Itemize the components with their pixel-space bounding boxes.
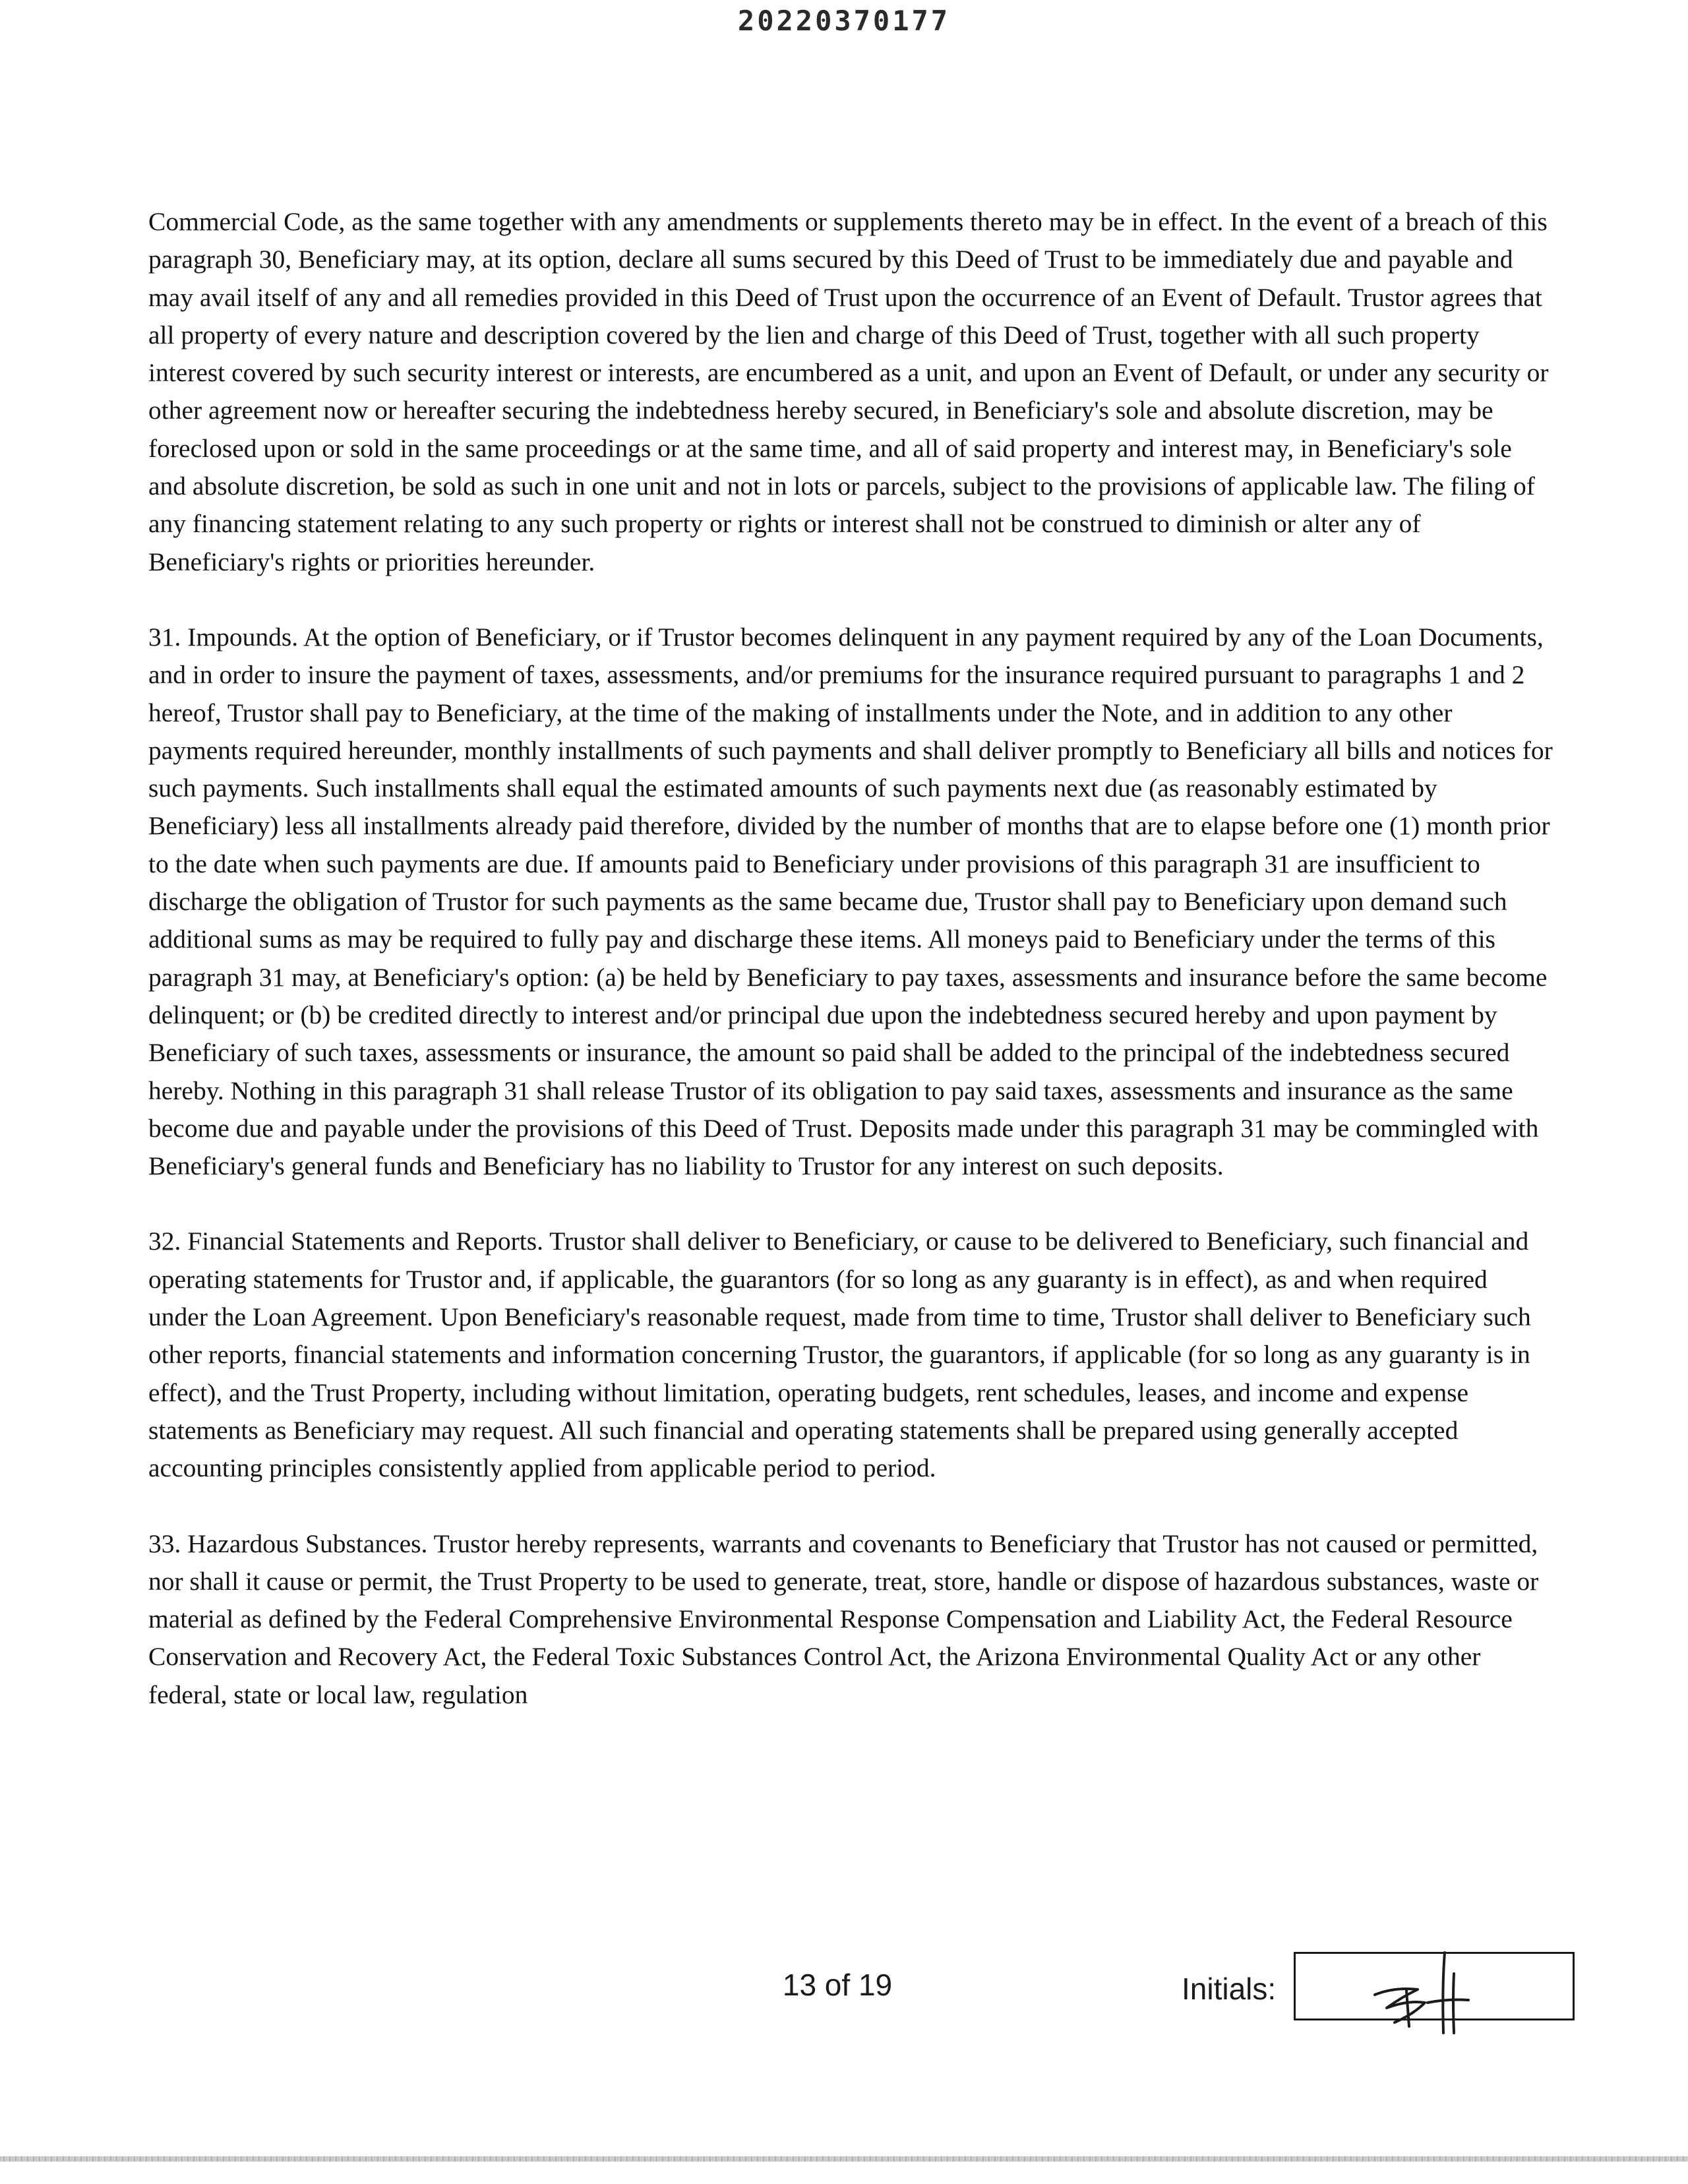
page-number: 13 of 19 [782, 1968, 893, 2002]
document-number: 20220370177 [737, 5, 951, 37]
paragraph-31-impounds: 31. Impounds. At the option of Beneficiary, or if Trustor becomes delinquent in any payment required by any of the Loan Documents, and in order to insure the payment of taxes, assessments, and/or premiums for the insurance required pursuant to paragraphs 1 and 2 hereof, Trustor shall pay to Beneficiary, at the time of the making of installments under the Note, and in addition to any other payments required hereunder, monthly installments of such payments and shall deliver promptly to Beneficiary all bills and notices for such payments. Such installments shall equal the estimated amounts of such payments next due (as reasonably estimated by Beneficiary) less all installments already paid therefore, divided by the number of months that are to elapse before one (1) month prior to the date when such payments are due. If amounts paid to Beneficiary under provisions of this paragraph 31 are insufficient to discharge the obligation of Trustor for such payments as the same became due, Trustor shall pay to Beneficiary upon demand such additional sums as may be required to fully pay and discharge these items. All moneys paid to Beneficiary under the terms of this paragraph 31 may, at Beneficiary's option: (a) be held by Beneficiary to pay taxes, assessments and insurance before the same become delinquent; or (b) be credited directly to interest and/or principal due upon the indebtedness secured hereby and upon payment by Beneficiary of such taxes, assessments or insurance, the amount so paid shall be added to the principal of the indebtedness secured hereby. Nothing in this paragraph 31 shall release Trustor of its obligation to pay said taxes, assessments and insurance as the same become due and payable under the provisions of this Deed of Trust. Deposits made under this paragraph 31 may be commingled with Beneficiary's general funds and Beneficiary has no liability to Trustor for any interest on such deposits. [148, 622, 1553, 1181]
paragraph-32-financial-statements: 32. Financial Statements and Reports. Trustor shall deliver to Beneficiary, or cause to be delivered to Beneficiary, such financial and operating statements for Trustor and, if applicable, the guarantors (for so long as any guaranty is in effect), as and when required under the Loan Agreement. Upon Beneficiary's reasonable request, made from time to time, Trustor shall deliver to Beneficiary such other reports, financial statements and information concerning Trustor, the guarantors, if applicable (for so long as any guaranty is in effect), and the Trust Property, including without limitation, operating budgets, rent schedules, leases, and income and expense statements as Beneficiary may request. All such financial and operating statements shall be prepared using generally accepted accounting principles consistently applied from applicable period to period. [148, 1227, 1531, 1483]
scan-edge-artifact [0, 2156, 1688, 2162]
initials-label: Initials: [1182, 1972, 1277, 2006]
paragraph-30-continued: Commercial Code, as the same together with any amendments or supplements thereto may be in effect. In the event of a breach of this paragraph 30, Beneficiary may, at its option, declare all sums secured by this Deed of Trust to be immediately due and payable and may avail itself of any and all remedies provided in this Deed of Trust upon the occurrence of an Event of Default. Trustor agrees that all property of every nature and description covered by the lien and charge of this Deed of Trust, together with all such property interest covered by such security interest or interests, are encumbered as a unit, and upon an Event of Default, or under any security or other agreement now or hereafter securing the indebtedness hereby secured, in Beneficiary's sole and absolute discretion, may be foreclosed upon or sold in the same proceedings or at the same time, and all of said property and interest may, in Beneficiary's sole and absolute discretion, be sold as such in one unit and not in lots or parcels, subject to the provisions of applicable law. The filing of any financing statement relating to any such property or rights or interest shall not be construed to diminish or alter any of Beneficiary's rights or priorities hereunder. [148, 207, 1549, 576]
handwritten-initials-signature [1296, 1934, 1577, 2040]
document-body [148, 203, 1553, 1714]
paragraph-33-hazardous-substances: 33. Hazardous Substances. Trustor hereby represents, warrants and covenants to Beneficiary that Trustor has not caused or permitted, nor shall it cause or permit, the Trust Property to be used to generate, treat, store, handle or dispose of hazardous substances, waste or material as defined by the Federal Comprehensive Environmental Response Compensation and Liability Act, the Federal Resource Conservation and Recovery Act, the Federal Toxic Substances Control Act, the Arizona Environmental Quality Act or any other federal, state or local law, regulation [148, 1529, 1539, 1709]
initials-box [1294, 1952, 1575, 2020]
